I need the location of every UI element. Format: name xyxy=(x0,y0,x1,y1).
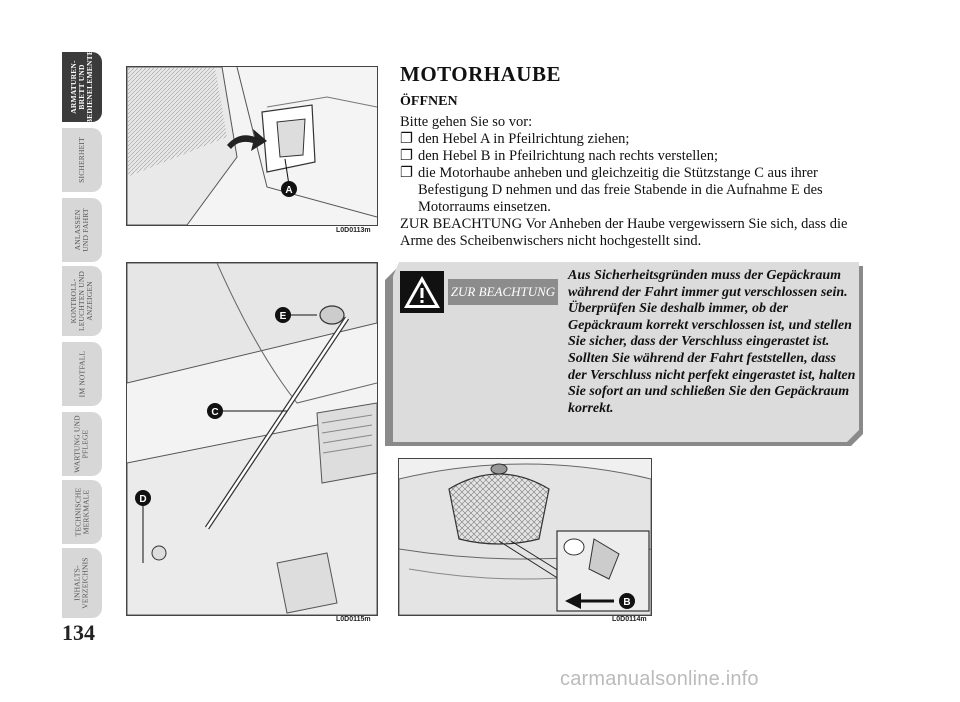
warning-label: ZUR BEACHTUNG xyxy=(448,279,558,305)
tab-technische-merkmale[interactable]: TECHNISCHE MERKMALE xyxy=(62,480,102,544)
checkbox-icon: ❐ xyxy=(400,148,413,164)
tab-anlassen[interactable]: ANLASSEN UND FAHRT xyxy=(62,198,102,262)
warning-text: Aus Sicherheitsgründen muss der Gepäckraum während der Fahrt immer gut verschlossen sein. Überprüfen Sie deshalb immer, ob der Gepäckraum korrekt verschlossen ist, und stellen Sie sicher, dass der Verschluss eingerastet ist. Sollten Sie während der Fahrt feststellen, dass der Verschluss nicht perfekt eingerastet ist, halten Sie sofort an und schließen Sie den Gepäckraum korrekt. xyxy=(568,268,856,416)
page-title: MOTORHAUBE xyxy=(400,62,561,86)
label-b: B xyxy=(623,597,631,608)
tab-inhaltsverzeichnis[interactable]: INHALTS- VERZEICHNIS xyxy=(62,548,102,618)
hood-release-illustration xyxy=(399,459,651,615)
label-d: D xyxy=(139,494,147,505)
tab-sicherheit[interactable]: SICHERHEIT xyxy=(62,128,102,192)
intro-text: Bitte gehen Sie so vor: xyxy=(400,114,533,130)
figure-code-1: L0D0113m xyxy=(336,227,371,234)
step-2: ❐ den Hebel B in Pfeilrichtung nach rechts verstellen; xyxy=(400,148,718,164)
label-a: A xyxy=(285,185,293,196)
page-number: 134 xyxy=(62,620,95,645)
hood-prop-illustration xyxy=(127,263,377,615)
label-c: C xyxy=(211,407,219,418)
step-1: ❐ den Hebel A in Pfeilrichtung ziehen; xyxy=(400,131,630,147)
figure-code-2: L0D0115m xyxy=(336,616,371,623)
section-subtitle: ÖFFNEN xyxy=(400,94,458,109)
checkbox-icon: ❐ xyxy=(400,131,413,147)
note-text: ZUR BEACHTUNG Vor Anheben der Haube vergewissern Sie sich, dass die Arme des Scheibenwischers nicht hochgestellt sind. xyxy=(400,216,848,249)
figure-hood-release xyxy=(398,458,652,616)
tab-wartung[interactable]: WARTUNG UND PFLEGE xyxy=(62,412,102,476)
step-3: ❐ die Motorhaube anheben und gleichzeitig die Stützstange C aus ihrer Befestigung D nehmen und das freie Stabende in die Aufnahme E des Motorraums einsetzen. xyxy=(400,165,823,215)
figure-hood-lever xyxy=(126,66,378,226)
hood-lever-illustration xyxy=(127,67,377,225)
checkbox-icon: ❐ xyxy=(400,165,413,181)
warning-triangle-icon xyxy=(400,271,444,313)
tab-armaturenbrett[interactable]: ARMATUREN- BRETT UND BEDIENELEMENTE xyxy=(62,52,102,122)
watermark: carmanualsonline.info xyxy=(560,668,759,690)
figure-code-3: L0D0114m xyxy=(612,616,647,623)
tab-im-notfall[interactable]: IM NOTFALL xyxy=(62,342,102,406)
tab-kontrollleuchten[interactable]: KONTROLL- LEUCHTEN UND ANZEIGEN xyxy=(62,266,102,336)
figure-hood-prop xyxy=(126,262,378,616)
label-e: E xyxy=(279,311,287,322)
